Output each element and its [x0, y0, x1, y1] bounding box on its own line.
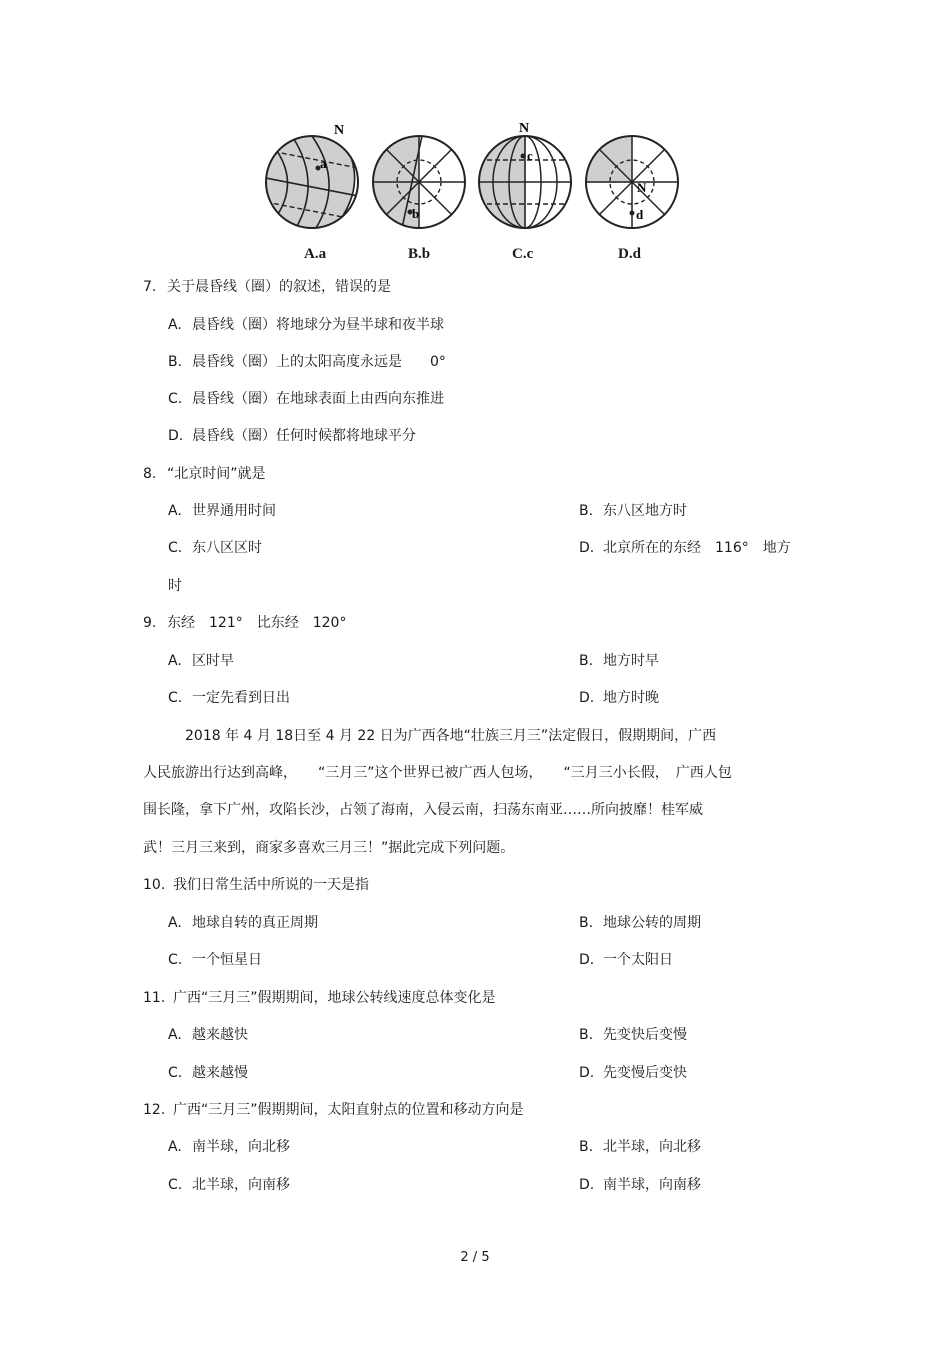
passage-line-2: 人民旅游出行达到高峰， “三月三”这个世界已被广西人包场， “三月三小长假， 广西人包	[143, 765, 732, 781]
globe-a	[262, 120, 362, 250]
question-12: 12. 广西“三月三”假期期间，太阳直射点的位置和移动方向是	[143, 1102, 524, 1118]
q11-option-a: A. 越来越快	[168, 1027, 248, 1043]
globe-figure	[262, 120, 682, 266]
figure-label-b: B.b	[408, 246, 431, 262]
q11-option-d: D. 先变慢后变快	[579, 1065, 687, 1081]
point-label-d: d	[636, 207, 644, 222]
q9-option-c: C. 一定先看到日出	[168, 690, 290, 706]
q11-option-c: C. 越来越慢	[168, 1065, 248, 1081]
q10-option-c: C. 一个恒星日	[168, 952, 262, 968]
q8-option-d: D. 北京所在的东经 116° 地方	[579, 540, 791, 556]
question-11: 11. 广西“三月三”假期期间，地球公转线速度总体变化是	[143, 990, 496, 1006]
q12-option-a: A. 南半球，向北移	[168, 1139, 290, 1155]
question-11-stem: 广西“三月三”假期期间，地球公转线速度总体变化是	[173, 990, 496, 1006]
figure-label-d: D.d	[618, 246, 641, 262]
question-9-stem: 东经 121° 比东经 120°	[167, 615, 347, 631]
q7-option-b: B. 晨昏线（圈）上的太阳高度永远是 0°	[168, 354, 446, 370]
figure-label-a: A.a	[304, 246, 327, 262]
page-number: 2 / 5	[460, 1250, 490, 1265]
north-label: N	[334, 123, 345, 138]
q12-option-d: D. 南半球，向南移	[579, 1177, 701, 1193]
q7-option-a: A. 晨昏线（圈）将地球分为昼半球和夜半球	[168, 317, 444, 333]
q10-option-d: D. 一个太阳日	[579, 952, 673, 968]
point-label-b: b	[412, 206, 420, 221]
question-10-stem: 我们日常生活中所说的一天是指	[173, 877, 369, 893]
q8-option-a: A. 世界通用时间	[168, 503, 276, 519]
globe-d	[582, 120, 682, 250]
passage-line-1: 2018 年 4 月 18日至 4 月 22 日为广西各地“壮族三月三”法定假日，假期期间，广西	[185, 728, 717, 744]
question-8-stem: “北京时间”就是	[167, 466, 266, 482]
point-label-a: a	[320, 156, 327, 171]
figure-label-c: C.c	[512, 246, 534, 262]
q12-option-b: B. 北半球，向北移	[579, 1139, 701, 1155]
q10-option-a: A. 地球自转的真正周期	[168, 915, 318, 931]
q10-option-b: B. 地球公转的周期	[579, 915, 701, 931]
q8-option-b: B. 东八区地方时	[579, 503, 687, 519]
question-9: 9. 东经 121° 比东经 120°	[143, 615, 347, 631]
north-label-d: N	[637, 180, 647, 195]
north-label-c: N	[519, 121, 530, 136]
q11-option-b: B. 先变快后变慢	[579, 1027, 687, 1043]
q8-option-c: C. 东八区区时	[168, 540, 262, 556]
q12-option-c: C. 北半球，向南移	[168, 1177, 290, 1193]
passage-line-4: 武！三月三来到，商家多喜欢三月三！”据此完成下列问题。	[143, 840, 515, 856]
q7-option-d: D. 晨昏线（圈）任何时候都将地球平分	[168, 428, 416, 444]
passage-line-3: 围长隆，拿下广州，攻陷长沙，占领了海南，入侵云南，扫荡东南亚……所向披靡！桂军威	[143, 802, 703, 818]
q9-option-a: A. 区时早	[168, 653, 234, 669]
question-8: 8. “北京时间”就是	[143, 466, 266, 482]
q8-option-d-continued: 时	[168, 578, 182, 594]
question-12-stem: 广西“三月三”假期期间，太阳直射点的位置和移动方向是	[173, 1102, 524, 1118]
q9-option-b: B. 地方时早	[579, 653, 659, 669]
q7-option-c: C. 晨昏线（圈）在地球表面上由西向东推进	[168, 391, 444, 407]
question-7: 7. 关于晨昏线（圈）的叙述，错误的是	[143, 279, 391, 295]
question-7-stem: 关于晨昏线（圈）的叙述，错误的是	[167, 279, 391, 295]
q9-option-d: D. 地方时晚	[579, 690, 659, 706]
question-10: 10. 我们日常生活中所说的一天是指	[143, 877, 369, 893]
point-label-c: c	[527, 148, 533, 163]
globe-c	[472, 120, 582, 250]
